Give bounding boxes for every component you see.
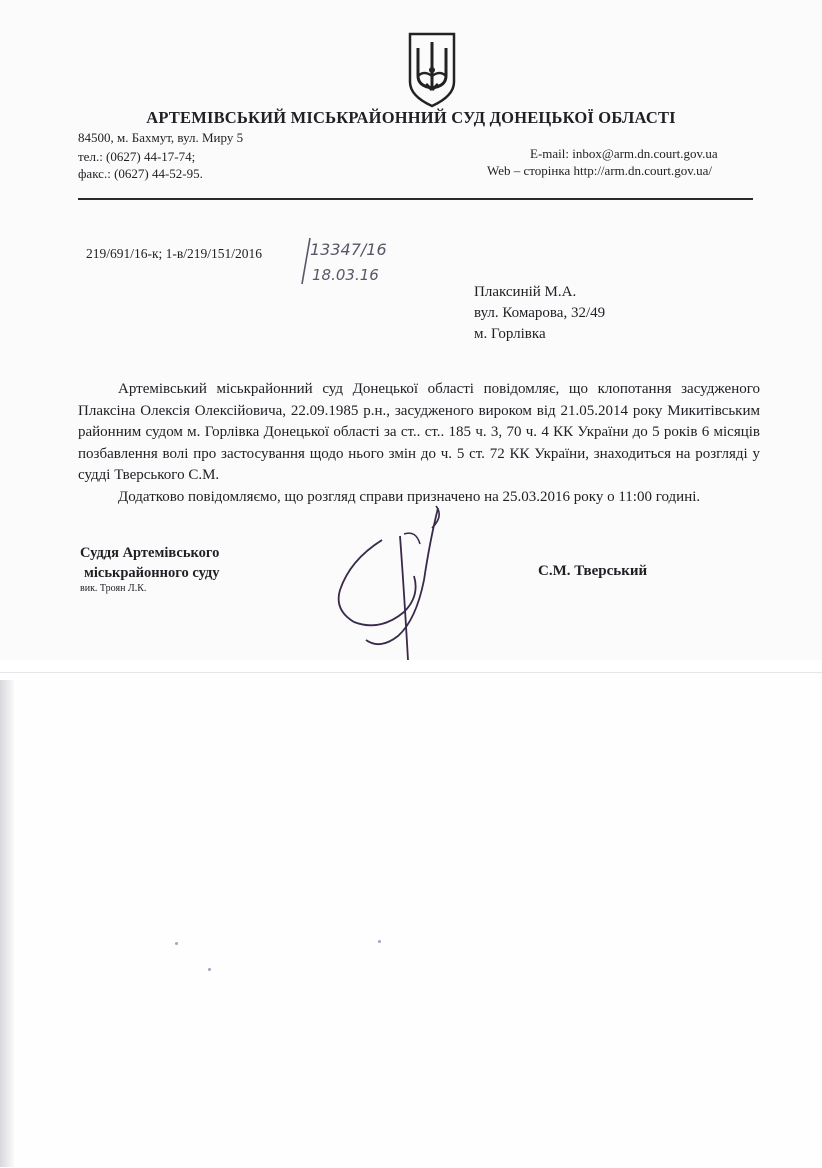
recipient-name: Плаксиній М.А. — [474, 284, 577, 300]
court-email: E-mail: inbox@arm.dn.court.gov.ua — [530, 146, 718, 161]
court-fax: факс.: (0627) 44-52-95. — [78, 166, 203, 181]
signer-role-line2: міськрайонного суду — [84, 565, 220, 581]
court-phone: тел.: (0627) 44-17-74; — [78, 149, 196, 164]
handwritten-reg-number: 13347/16 — [310, 240, 387, 259]
handwritten-signature-icon — [320, 500, 470, 670]
page-edge-shadow — [0, 680, 14, 1167]
court-website: Web – сторінка http://arm.dn.court.gov.ua/ — [487, 163, 713, 178]
signer-role-line1: Суддя Артемівського — [80, 545, 220, 561]
executor-note: вик. Троян Л.К. — [80, 583, 147, 594]
body-paragraph-main: Артемівський міськрайонний суд Донецької області повідомляє, що клопотання засудженого Плаксіна Олексія Олексійовича, 22.09.1985 р.н., засудженого вироком від 21.05.2014 року Микитівським районним судом м. Горлівка Донецької області за ст.. ст.. 185 ч. 3, 70 ч. 4 КК України до 5 років 6 місяців позбавлення волі про застосування щодо нього змін до ч. 5 ст. 72 КК України, знаходиться на розгляді у судді Тверського С.М. — [78, 381, 760, 483]
judge-name: С.М. Тверський — [538, 563, 648, 579]
header-divider — [78, 198, 753, 200]
blank-back-page — [0, 672, 822, 1168]
tryzub-emblem-icon — [404, 30, 460, 108]
letter-body — [78, 379, 760, 508]
handwritten-reg-date: 18.03.16 — [312, 266, 379, 284]
recipient-street: вул. Комарова, 32/49 — [474, 305, 606, 321]
paper-speck — [378, 940, 381, 943]
paper-speck — [175, 942, 178, 945]
case-reference: 219/691/16-к; 1-в/219/151/2016 — [86, 246, 263, 261]
recipient-city: м. Горлівка — [474, 326, 546, 342]
court-address: 84500, м. Бахмут, вул. Миру 5 — [78, 130, 244, 145]
court-name: АРТЕМІВСЬКИЙ МІСЬКРАЙОННИЙ СУД ДОНЕЦЬКОЇ ОБЛАСТІ — [146, 108, 676, 127]
body-paragraph-hearing: Додатково повідомляємо, що розгляд справи призначено на 25.03.2016 року о 11:00 годині. — [118, 488, 701, 505]
paper-speck — [208, 968, 211, 971]
